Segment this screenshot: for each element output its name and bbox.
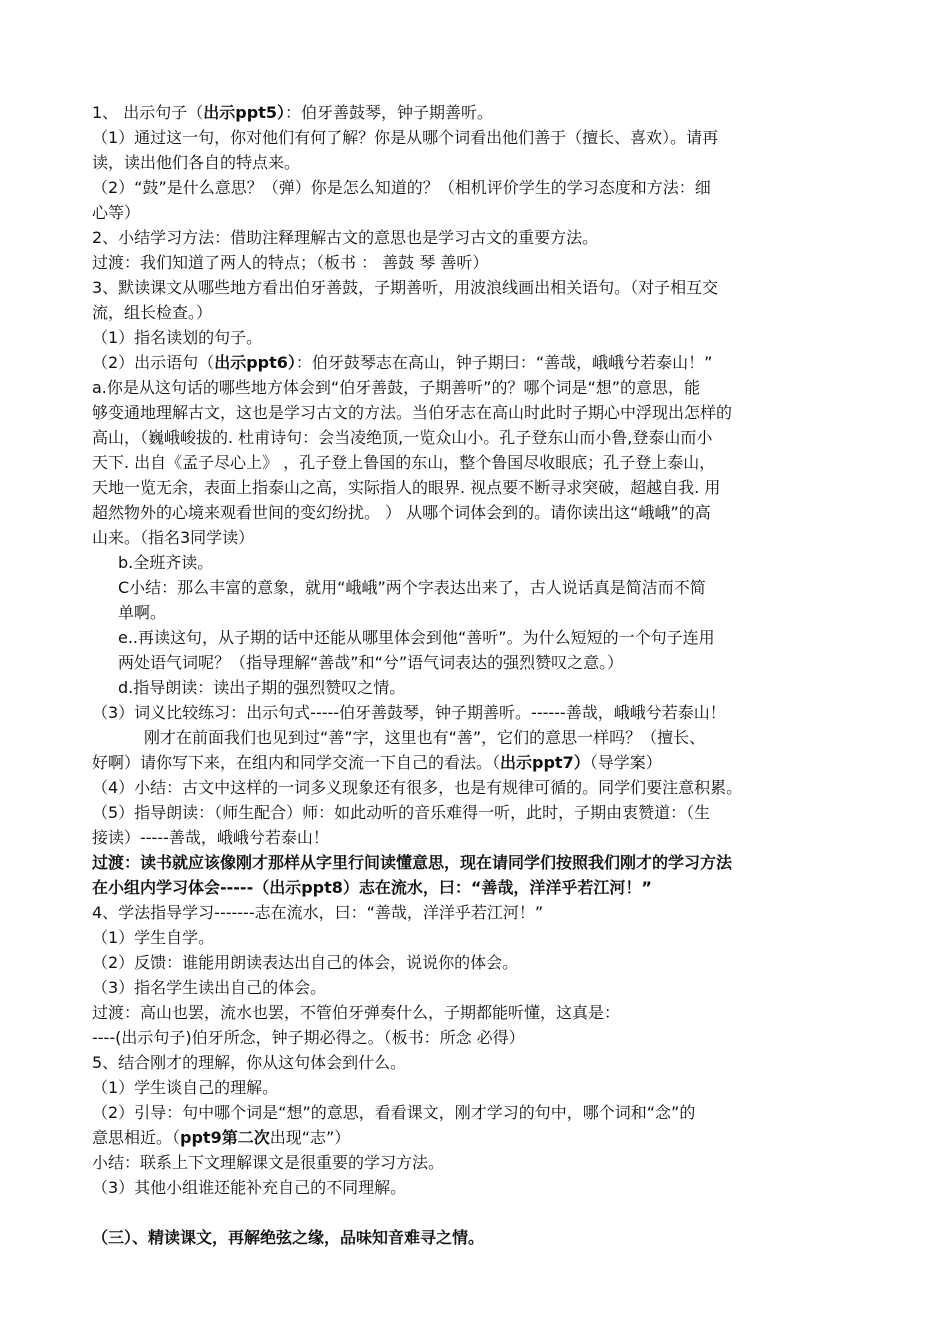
text-line xyxy=(92,800,862,825)
text-line xyxy=(92,200,862,225)
text-line xyxy=(92,850,862,875)
text-line xyxy=(92,300,862,325)
text-segment: 1、 出示句子（ xyxy=(92,103,204,122)
bold-text: ppt9第二次 xyxy=(180,1128,270,1147)
text-line xyxy=(92,400,862,425)
text-line xyxy=(92,350,862,375)
text-line xyxy=(92,1025,862,1050)
text-segment: 读，读出他们各自的特点来。 xyxy=(92,153,301,172)
text-line xyxy=(92,325,862,350)
text-line xyxy=(92,450,862,475)
text-segment: 山来。（指名3同学读） xyxy=(92,528,255,547)
text-line xyxy=(92,1100,862,1125)
text-line xyxy=(92,700,862,725)
text-segment: 小结：联系上下文理解课文是很重要的学习方法。 xyxy=(92,1153,445,1172)
text-line xyxy=(92,1175,862,1200)
text-line xyxy=(92,250,862,275)
text-segment: a.你是从这句话的哪些地方体会到“伯牙善鼓，子期善听”的？哪个词是“想”的意思，能 xyxy=(92,378,701,397)
text-line xyxy=(92,1150,862,1175)
text-segment: 过渡：我们知道了两人的特点；（板书 ： 善鼓 琴 善听） xyxy=(92,253,489,272)
blank-line xyxy=(92,1200,862,1225)
text-line xyxy=(92,1050,862,1075)
text-segment: 超然物外的心境来观看世间的变幻纷扰。 ） 从哪个词体会到的。请你读出这“峨峨”的高 xyxy=(92,503,711,522)
text-segment: （4）小结：古文中这样的一词多义现象还有很多，也是有规律可循的。同学们要注意积累。 xyxy=(92,778,743,797)
text-segment: ----(出示句子)伯牙所念，钟子期必得之。（板书：所念 必得） xyxy=(92,1028,525,1047)
text-segment: 意思相近。（ xyxy=(92,1128,181,1147)
text-segment: 够变通地理解古文，这也是学习古文的方法。当伯牙志在高山时此时子期心中浮现出怎样的 xyxy=(92,403,733,422)
text-line xyxy=(92,100,862,125)
text-line xyxy=(92,1225,862,1250)
text-segment: 3、默读课文从哪些地方看出伯牙善鼓，子期善听，用波浪线画出相关语句。（对子相互交 xyxy=(92,278,719,297)
bold-text: 在小组内学习体会-----（出示ppt8）志在流水，曰：“善哉，洋洋乎若江河！” xyxy=(92,878,652,897)
bold-text: 出示ppt7） xyxy=(500,753,590,772)
text-line xyxy=(92,1075,862,1100)
text-segment: （1）通过这一句，你对他们有何了解？你是从哪个词看出他们善于（擅长、喜欢）。请再 xyxy=(92,128,719,147)
text-line xyxy=(92,750,862,775)
text-line xyxy=(92,525,862,550)
text-line xyxy=(92,425,862,450)
text-segment: （2）“鼓”是什么意思？（弹）你是怎么知道的？（相机评价学生的学习态度和方法：细 xyxy=(92,178,711,197)
text-segment: 接读）-----善哉，峨峨兮若泰山！ xyxy=(92,828,329,847)
text-line xyxy=(92,675,862,700)
text-segment: 2、小结学习方法：借助注释理解古文的意思也是学习古文的重要方法。 xyxy=(92,228,599,247)
text-segment: （1）学生自学。 xyxy=(92,928,215,947)
text-line xyxy=(92,825,862,850)
text-segment: （3）其他小组谁还能补充自己的不同理解。 xyxy=(92,1178,407,1197)
text-line xyxy=(92,950,862,975)
text-segment: C小结：那么丰富的意象，就用“峨峨”两个字表达出来了，古人说话真是简洁而不简 xyxy=(118,578,706,597)
text-segment: （导学案） xyxy=(589,753,662,772)
text-segment: ：伯牙善鼓琴，钟子期善听。 xyxy=(284,103,493,122)
bold-text: （三）、精读课文，再解绝弦之缘，品味知音难寻之情。 xyxy=(92,1228,485,1247)
text-segment: 5、结合刚才的理解，你从这句体会到什么。 xyxy=(92,1053,407,1072)
bold-text: 出示ppt5） xyxy=(203,103,285,122)
text-segment: 天下. 出自《孟子尽心上》 ，孔子登上鲁国的东山，整个鲁国尽收眼底；孔子登上泰山， xyxy=(92,453,716,472)
text-line xyxy=(92,650,862,675)
text-segment: 4、学法指导学习-------志在流水，曰：“善哉，洋洋乎若江河！” xyxy=(92,903,544,922)
text-segment: （5）指导朗读：（师生配合）师：如此动听的音乐难得一听，此时，子期由衷赞道：（生 xyxy=(92,803,711,822)
document-body xyxy=(92,100,862,1250)
text-segment: 流，组长检查。） xyxy=(92,303,213,322)
text-line xyxy=(92,975,862,1000)
text-segment: e..再读这句，从子期的话中还能从哪里体会到他“善听”。为什么短短的一个句子连用 xyxy=(118,628,715,647)
text-segment: 高山，（巍峨峻拔的. 杜甫诗句：会当凌绝顶,一览众山小。孔子登东山而小鲁,登泰山而小 xyxy=(92,428,713,447)
text-line xyxy=(92,575,862,600)
text-segment: ：伯牙鼓琴志在高山，钟子期曰：“善哉，峨峨兮若泰山！” xyxy=(295,353,713,372)
text-line xyxy=(92,725,862,750)
text-segment: 两处语气词呢？（指导理解“善哉”和“兮”语气词表达的强烈赞叹之意。） xyxy=(118,653,624,672)
text-segment: b.全班齐读。 xyxy=(118,553,214,572)
text-line xyxy=(92,900,862,925)
text-line xyxy=(92,175,862,200)
text-segment: （1）指名读划的句子。 xyxy=(92,328,263,347)
text-line xyxy=(92,150,862,175)
bold-text: 出示ppt6） xyxy=(214,353,296,372)
text-segment: （3）指名学生读出自己的体会。 xyxy=(92,978,327,997)
text-line xyxy=(92,875,862,900)
text-line xyxy=(92,125,862,150)
text-line xyxy=(92,925,862,950)
text-line xyxy=(92,625,862,650)
text-line xyxy=(92,550,862,575)
text-line xyxy=(92,600,862,625)
text-segment: 心等） xyxy=(92,203,141,222)
text-line xyxy=(92,1000,862,1025)
text-segment: （2）出示语句（ xyxy=(92,353,215,372)
text-line xyxy=(92,225,862,250)
text-segment: （1）学生谈自己的理解。 xyxy=(92,1078,279,1097)
text-segment: （3）词义比较练习：出示句式-----伯牙善鼓琴，钟子期善听。------善哉，峨峨兮若泰山！ xyxy=(92,703,726,722)
text-line xyxy=(92,475,862,500)
text-line xyxy=(92,500,862,525)
text-line xyxy=(92,375,862,400)
text-segment: 过渡：高山也罢，流水也罢，不管伯牙弹奏什么，子期都能听懂，这真是： xyxy=(92,1003,621,1022)
text-segment: d.指导朗读：读出子期的强烈赞叹之情。 xyxy=(118,678,406,697)
text-line xyxy=(92,775,862,800)
text-segment: 单啊。 xyxy=(118,603,167,622)
text-line xyxy=(92,1125,862,1150)
text-segment: 出现“志”） xyxy=(269,1128,351,1147)
text-line xyxy=(92,275,862,300)
bold-text: 过渡：读书就应该像刚才那样从字里行间读懂意思，现在请同学们按照我们刚才的学习方法 xyxy=(92,853,733,872)
text-segment: 天地一览无余，表面上指泰山之高，实际指人的眼界. 视点要不断寻求突破，超越自我. 用 xyxy=(92,478,721,497)
text-segment: （2）引导：句中哪个词是“想”的意思，看看课文，刚才学习的句中，哪个词和“念”的 xyxy=(92,1103,696,1122)
text-segment: 刚才在前面我们也见到过“善”字，这里也有“善”，它们的意思一样吗？（擅长、 xyxy=(144,728,706,747)
text-segment: 好啊）请你写下来，在组内和同学交流一下自己的看法。（ xyxy=(92,753,501,772)
text-segment: （2）反馈：谁能用朗读表达出自己的体会，说说你的体会。 xyxy=(92,953,519,972)
